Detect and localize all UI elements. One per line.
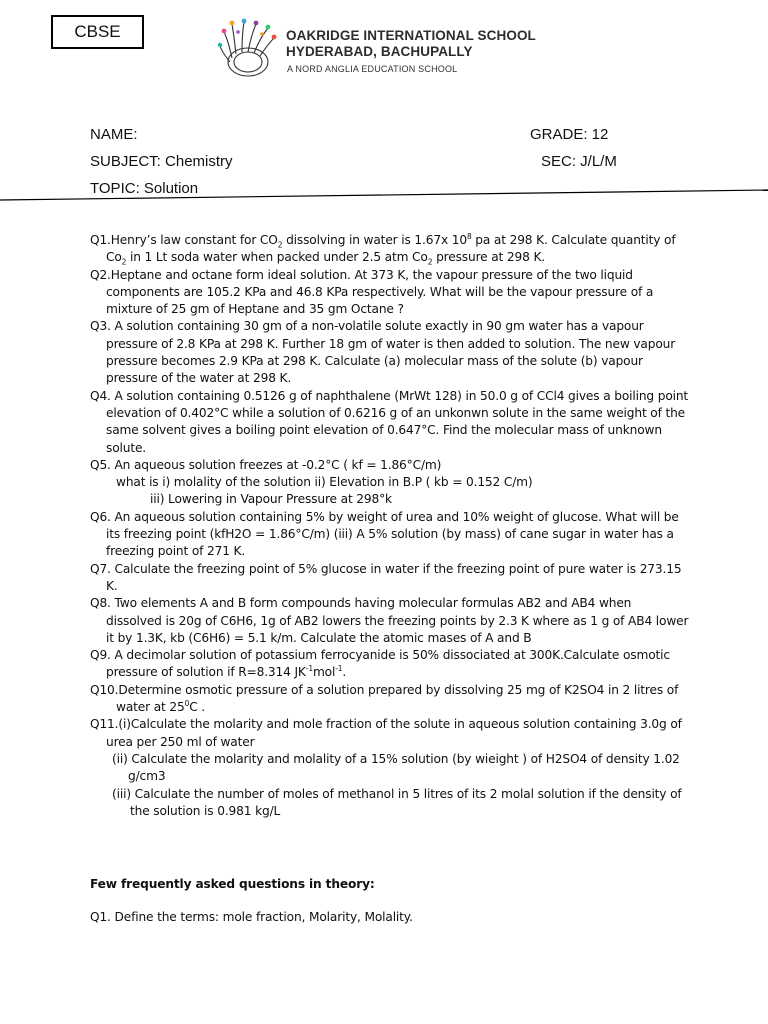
school-name <box>286 28 536 60</box>
question-8: Q8. Two elements A and B form compounds having molecular formulas AB2 and AB4 when dissolved is 20g of C6H6, 1g of AB2 lowers the freezing points by 2.3 K where as 1 g of AB4 lower it by 1.3K, kb (C6H6) = 5.1 k/m. Calculate the atomic mases of A and B <box>90 596 689 645</box>
question-11-iii: (iii) Calculate the number of moles of methanol in 5 litres of its 2 molal solution if the density of the solution is 0.981 kg/L <box>112 786 682 818</box>
school-logo-icon <box>218 18 278 80</box>
question-2: Q2.Heptane and octane form ideal solution. At 373 K, the vapour pressure of the two liquid components are 105.2 KPa and 46.8 KPa respectively. What will be the vapour pressure of a mixture of 25 gm of Heptane and 35 gm Octane ? <box>90 267 654 317</box>
subject-label: SUBJECT: Chemistry <box>90 153 233 170</box>
question-9: Q9. A decimolar solution of potassium ferrocyanide is 50% dissociated at 300K.Calculate osmotic pressure of solution if R=8.314 $JK^{-1}mol^{-1}$. <box>90 648 670 680</box>
question-11: Q11.(i)Calculate the molarity and mole fraction of the solute in aqueous solution containing 3.0g of urea per 250 ml of water <box>90 717 682 749</box>
question-4: Q4. A solution containing 0.5126 g of naphthalene (MrWt 128) in 50.0 g of CCl4 gives a boiling point elevation of 0.402°C while a solution of 0.6216 g of an unkonwn solute in the same weight of the same solvent gives a boiling point elevation of 0.647°C. Find the molecular mass of unknown solute. <box>90 388 689 455</box>
theory-heading: Few frequently asked questions in theory: <box>90 877 375 891</box>
theory-question-1: Q1. Define the terms: mole fraction, Molarity, Molality. <box>90 910 413 924</box>
name-label: NAME: <box>90 126 138 143</box>
grade-label: GRADE: 12 <box>530 126 609 143</box>
question-5-line3: iii) Lowering in Vapour Pressure at 298°k <box>150 492 392 507</box>
question-3: Q3. A solution containing 30 gm of a non-volatile solute exactly in 90 gm water has a vapour pressure of 2.8 KPa at 298 K. Further 18 gm of water is then added to solution. The new vapour pressure becomes 2.9 KPa at 298 K. Calculate (a) molecular mass of the solute (b) vapour pressure of the water at 298 K. <box>90 319 676 386</box>
school-tagline: A NORD ANGLIA EDUCATION SCHOOL <box>287 64 458 74</box>
section-label: SEC: J/L/M <box>541 153 617 170</box>
school-name-line2: HYDERABAD, BACHUPALLY <box>286 44 473 59</box>
topic-label: TOPIC: Solution <box>90 180 199 197</box>
question-list <box>90 232 690 820</box>
question-6: Q6. An aqueous solution containing 5% by weight of urea and 10% weight of glucose. What will be its freezing point (kfH2O = 1.86°C/m) (iii) A 5% solution (by mass) of cane sugar in water has a freezing point of 271 K. <box>90 509 679 559</box>
header-divider <box>0 188 768 202</box>
question-11-ii: (ii) Calculate the molarity and molality of a 15% solution (by wieight ) of H2SO4 of density 1.02 g/cm3 <box>112 751 680 784</box>
question-1: Q1.Henry’s law constant for $CO_2$ dissolving in water is 1.67x $10^8$ pa at 298 K. Calculate quantity of $Co_2$ in 1 Lt soda water when packed under 2.5 atm $Co_2$ pressure at 298 K. <box>90 231 676 267</box>
question-10: Q10.Determine osmotic pressure of a solution prepared by dissolving 25 mg of K2SO4 in 2 litres of water at $25^0C$ . <box>90 682 679 715</box>
board-label: CBSE <box>51 15 144 49</box>
question-5-line1: Q5. An aqueous solution freezes at -0.2°C ( kf = 1.86°C/m) <box>90 457 442 472</box>
question-5 <box>90 457 690 509</box>
school-name-line1: OAKRIDGE INTERNATIONAL SCHOOL <box>286 28 536 43</box>
question-5-line2: what is i) molality of the solution ii) Elevation in B.P ( kb = 0.152 C/m) <box>116 475 533 490</box>
question-7: Q7. Calculate the freezing point of 5% glucose in water if the freezing point of pure water is 273.15 K. <box>90 561 682 593</box>
